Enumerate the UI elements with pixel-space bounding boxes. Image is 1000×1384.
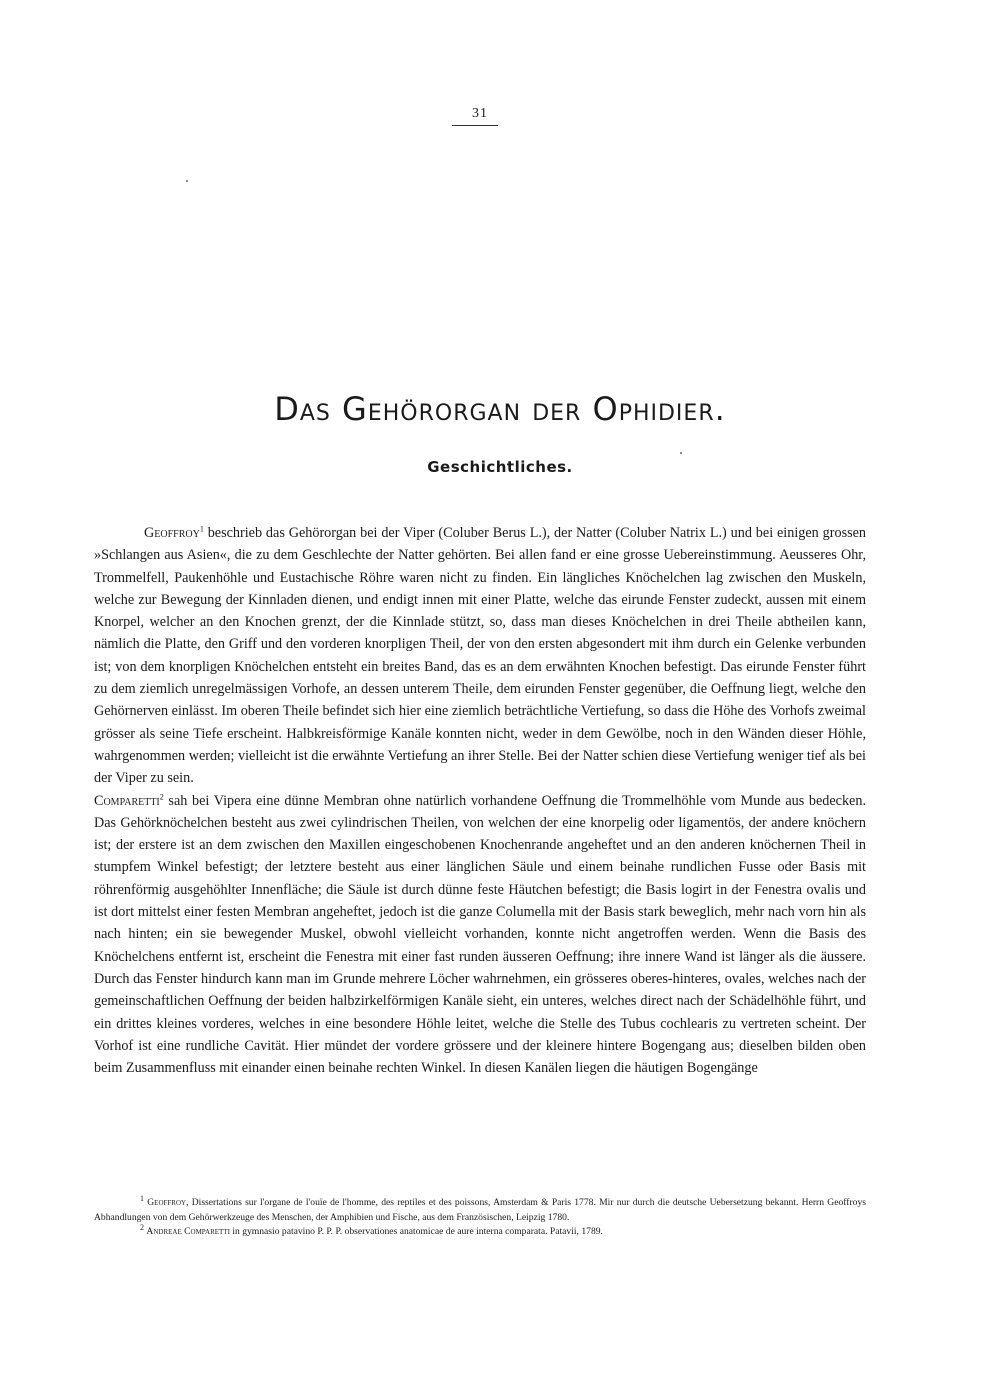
section-heading: Geschichtliches. [427,458,573,476]
scan-speck [186,180,188,182]
author-name: Comparetti [94,792,160,809]
author-name: Geoffroy [144,525,200,541]
footnote-marker: 1 [199,524,204,534]
page-number-rule [452,125,498,126]
chapter-title: Das Gehörorgan der Ophidier. [274,390,726,428]
footnote-number: 1 [140,1193,144,1203]
scan-speck [680,452,682,454]
paragraph-text: beschrieb das Gehörorgan bei der Viper (Coluber Berus L.), der Natter (Coluber Natrix L.) und bei einigen grossen »Schlangen aus Asien«, die zu dem Geschlechte der Natter gehörten. Bei allen fand er eine grosse Uebereinstimmung. Aeusseres Ohr, Trommelfell, Paukenhöhle und Eustachische Röhre waren nicht zu finden. Ein längliches Knöchelchen lag zwischen den Muskeln, welche zur Bewegung der Kinnladen dienen, und endigt innen mit einer Platte, welche das eirunde Fenster zudeckt, aussen mit einem Knorpel, welcher an den Knochen grenzt, der die Kinnlade stützt, so, dass man dieses Knöchelchen in drei Theile abtheilen kann, nämlich die Platte, den Griff und den vorderen knorpligen Theil, der von den ersten abgesondert mit ihm durch ein Gelenke verbunden ist; von dem knorpligen Knöchelchen entsteht ein breites Band, das es an dem erwähnten Knochen befestigt. Das eirunde Fenster führt zu dem ziemlich unregelmässigen Vorhofe, an dessen unterem Theile, dem eirunden Fenster gegenüber, die Oeffnung liegt, welche den Gehörnerven einlässt. Im oberen Theile befindet sich hier eine ziemlich beträchtliche Vertiefung, so dass die Höhe des Vorhofs zweimal grösser als seine Tiefe erscheint. Halbkreisförmige Kanäle konnten nicht, weder in dem Gewölbe, noch in den Wänden dieser Höhle, wahrgenommen werden; vielleicht ist die erwähnte Vertiefung an ihrer Stelle. Bei der Natter schien diese Vertiefung weniger tief als bei der Viper zu sein. [94,525,866,787]
body-text [94,522,866,1079]
footnote-number: 2 [140,1223,144,1232]
footnote-author: Geoffroy [147,1197,187,1208]
footnote-text: , Dissertations sur l'organe de l'ouïe de l'homme, des reptiles et des poissons, Amsterdam & Paris 1778. Mir nur durch die deutsche Uebersetzung bekannt. Herrn Geoffroys Abhandlungen von dem Gehörwerkzeuge des Menschen, der Amphibien und Fische, aus dem Französischen, Leipzig 1780. [94,1197,866,1223]
footnote-marker: 2 [159,791,164,801]
paragraph-comparetti [94,790,866,1080]
paragraph-geoffroy [94,522,866,790]
paragraph-text: sah bei Vipera eine dünne Membran ohne natürlich vorhandene Oeffnung die Trommelhöhle vom Munde aus bedecken. Das Gehörknöchelchen besteht aus zwei cylindrischen Theilen, von welchen der eine knorpelig oder ligamentös, der andere knöchern ist; der erstere ist an dem zwischen den Maxillen eingeschobenen Knochenrande angeheftet und an den anderen knöchernen Theil in stumpfem Winkel befestigt; der letztere besteht aus einer länglichen Säule und einem beinahe rundlichen Fusse oder Basis mit röhrenförmig ausgehöhlter Innenfläche; die Säule ist durch dünne feste Häutchen befestigt; die Basis logirt in der Fenestra ovalis und ist dort mittelst einer festen Membran angeheftet, jedoch ist die ganze Columella mit der Basis stark beweglich, mehr nach vorn hin als nach hinten; ein sie bewegender Muskel, obwohl vielleicht vorhanden, konnte nicht angetroffen werden. Wenn die Basis des Knöchelchens entfernt ist, erscheint die Fenestra mit einer fast runden äusseren Oeffnung; ihre innere Wand ist länger als die äussere. Durch das Fenster hindurch kann man im Grunde mehrere Löcher wahrnehmen, ein grösseres oberes-hinteres, ovales, welches nach der gemeinschaftlichen Oeffnung der beiden halbzirkelförmigen Kanäle sieht, ein unteres, welches direct nach der Schädelhöhle führt, und ein drittes kleines vorderes, welches in eine besondere Höhle leitet, welche die Stelle des Tubus cochlearis zu vertreten scheint. Der Vorhof ist eine rundliche Cavität. Hier mündet der vordere grössere und der kleinere hintere Bogengang aus; dieselben bilden oben beim Zusammenfluss mit einander einen beinahe rechten Winkel. In diesen Kanälen liegen die häutigen Bogengänge [94,792,866,1077]
footnote-author: Andreae Comparetti [146,1226,230,1238]
page-number: 31 [472,106,488,121]
footnote-2 [94,1225,866,1240]
footnote-text: in gymnasio patavino P. P. P. observationes anatomicae de aure interna comparata. Patavii, 1789. [229,1226,603,1238]
footnote-1 [94,1193,866,1225]
footnotes [94,1193,866,1240]
